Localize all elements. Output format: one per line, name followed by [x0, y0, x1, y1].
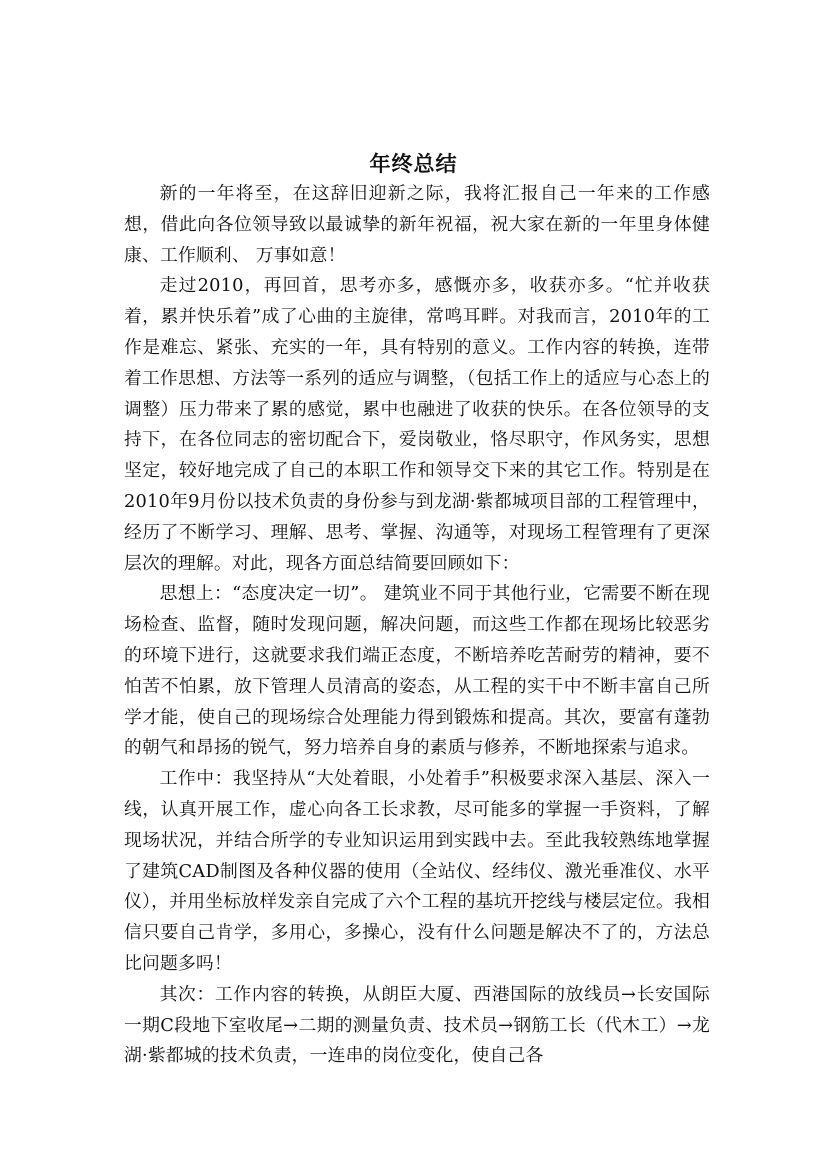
paragraph-review-2010: 走过2010，再回首，思考亦多，感慨亦多，收获亦多。“忙并收获着，累并快乐着”成了心曲的主旋律，常鸣耳畔。对我而言，2010年的工作是难忘、紧张、充实的一年，具有特别的意义。工作内容的转换，连带着工作思想、方法等一系列的适应与调整，（包括工作上的适应与心态上的调整）压力带来了累的感觉，累中也融进了收获的快乐。在各位领导的支持下，在各位同志的密切配合下，爱岗敬业，恪尽职守，作风务实，思想坚定，较好地完成了自己的本职工作和领导交下来的其它工作。特别是在2010年9月份以技术负责的身份参与到龙湖·紫都城项目部的工程管理中，经历了不断学习、理解、思考、掌握、沟通等，对现场工程管理有了更深层次的理解。对此，现各方面总结简要回顾如下： — [124, 275, 710, 574]
paragraph-thinking: 思想上：“态度决定一切”。 建筑业不同于其他行业，它需要不断在现场检查、监督，随时发现问题，解决问题，而这些工作都在现场比较恶劣的环境下进行，这就要求我们端正态度，不断培养吃苦耐劳的精神，要不怕苦不怕累，放下管理人员清高的姿态，从工程的实干中不断丰富自己所学才能，使自己的现场综合处理能力得到锻炼和提高。其次，要富有蓬勃的朝气和昂扬的锐气，努力培养自身的素质与修养，不断地探索与追求。 — [124, 583, 710, 759]
document-title: 年终总结 — [369, 152, 458, 176]
paragraph-work: 工作中：我坚持从“大处着眼，小处着手”积极要求深入基层、深入一线，认真开展工作，虚心向各工长求教，尽可能多的掌握一手资料，了解现场状况，并结合所学的专业知识运用到实践中去。至此我较熟练地掌握了建筑CAD制图及各种仪器的使用（全站仪、经纬仪、激光垂准仪、水平仪），并用坐标放样发亲自完成了六个工程的基坑开挖线与楼层定位。我相信只要自己肯学，多用心，多操心，没有什么问题是解决不了的，方法总比问题多吗！ — [124, 768, 710, 974]
paragraph-opening: 新的一年将至，在这辞旧迎新之际，我将汇报自己一年来的工作感想，借此向各位领导致以最诚挚的新年祝福，祝大家在新的一年里身体健康、工作顺利、 万事如意！ — [124, 183, 710, 266]
document-body — [124, 179, 710, 1072]
paragraph-secondly: 其次：工作内容的转换，从朗臣大厦、西港国际的放线员→长安国际一期C段地下室收尾→二期的测量负责、技术员→钢筋工长（代木工）→龙湖·紫都城的技术负责，一连串的岗位变化，使自己各 — [124, 983, 710, 1067]
